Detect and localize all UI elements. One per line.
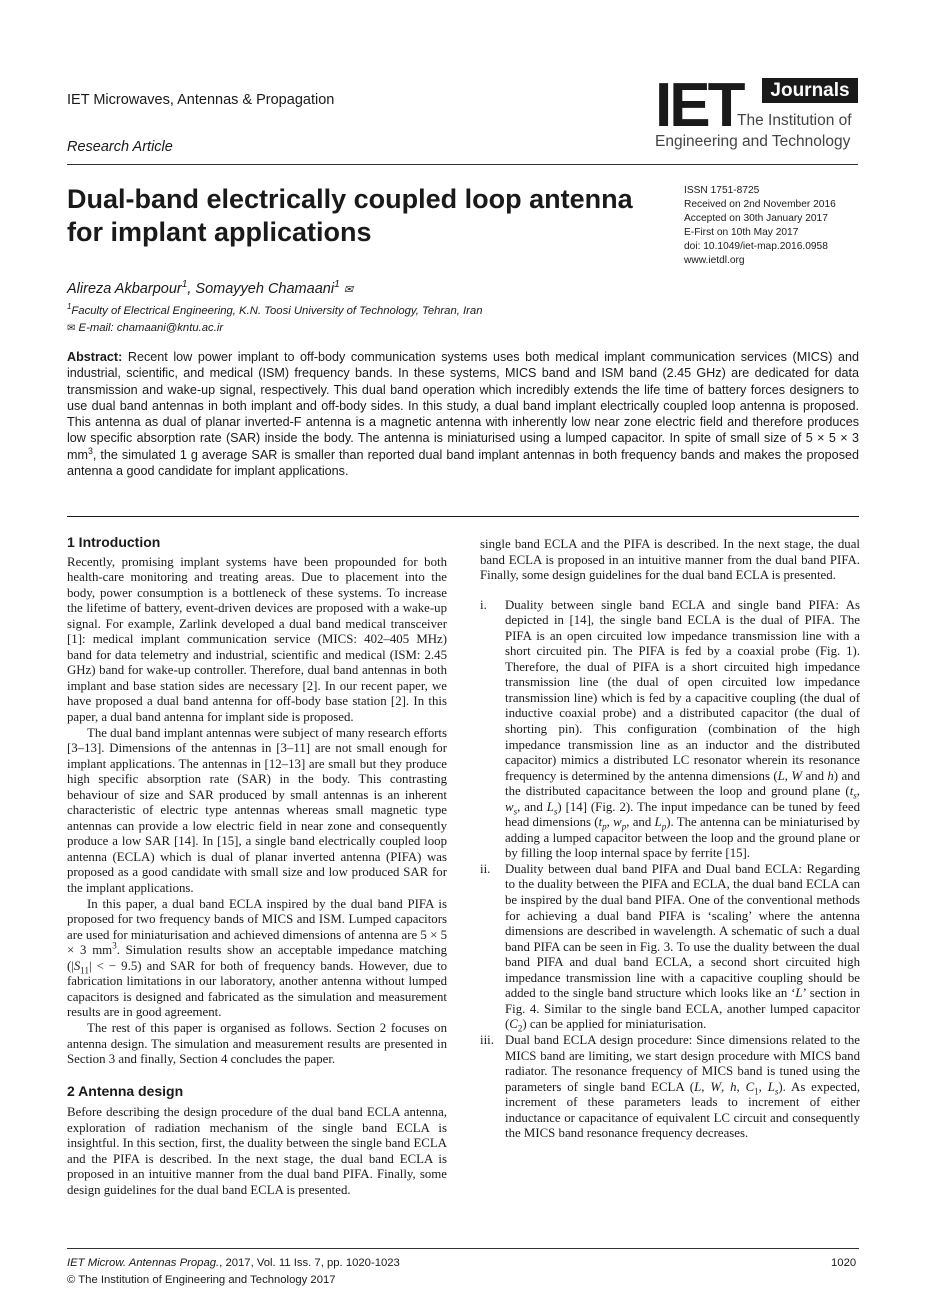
design-steps-list (480, 598, 860, 1142)
abstract-sup: 3 (87, 445, 93, 456)
intro-paragraph-3 (67, 897, 447, 1021)
var-Ls: L (767, 1079, 775, 1094)
author-2-affil-mark: 1 (334, 279, 340, 291)
var-C-sub: 2 (517, 1023, 523, 1034)
var-tp: t (598, 815, 603, 830)
var-tp-sub: p (602, 821, 607, 832)
var-C-sub: 1 (754, 1086, 759, 1097)
sep: , (721, 1079, 731, 1094)
var-Ls-sub: s (553, 806, 558, 817)
intro-p3-text-1: In this paper, a dual band ECLA inspired by the dual band PIFA is proposed for two frequency bands of MICS and ISM. Lumped capacitors are used for miniaturisation and achieved dimensions of antenna are 5 × 5 × 3 mm (67, 896, 447, 958)
intro-p3-text-2: . Simulation results show an acceptable impedance matching (| (67, 943, 447, 973)
corresponding-email (67, 322, 223, 334)
section-heading-antenna-design: 2 Antenna design (67, 1082, 184, 1099)
design-paragraph-1: Before describing the design procedure of the dual band ECLA antenna, exploration of radiation mechanism of the single band ECLA is insightful. In this section, first, the duality between the single band ECLA and the PIFA is described. In the next stage, the dual band ECLA is proposed in an intuitive manner from the dual band PIFA. Finally, some design guidelines for the dual band ECLA is presented. (67, 1105, 447, 1197)
abstract-divider (67, 516, 859, 517)
var-L: L (795, 986, 803, 1001)
intro-p3-s-sub: 11 (80, 965, 89, 976)
var-L: L (694, 1079, 702, 1094)
sep: , and (517, 799, 547, 814)
header-divider (67, 164, 858, 165)
var-Lp-sub: p (661, 821, 667, 832)
list-item (480, 598, 860, 862)
email-link[interactable]: E-mail: chamaani@kntu.ac.ir (78, 322, 224, 334)
list-item-number: ii. (480, 861, 491, 876)
author-1: Alireza Akbarpour (67, 281, 182, 297)
list-item-1-text-c: ) [14] (Fig. 2). The input impedance can be tuned by feed head dimensions ( (505, 799, 860, 830)
section-heading-introduction: 1 Introduction (67, 534, 161, 550)
sep: , and (626, 815, 655, 830)
logo-institution-line2: Engineering and Technology (655, 133, 851, 150)
logo-journals-badge: Journals (762, 78, 858, 103)
abstract (67, 349, 859, 479)
var-Ls: L (546, 799, 554, 814)
list-item-3-text-b: ). As expected, increment of these parameters leads to increment of either inductance or capacitance of equivalent LC circuit and consequently the MICS band resonance frequency decreases. (505, 1079, 861, 1141)
var-h: h (827, 768, 834, 783)
var-Lp: L (654, 815, 662, 830)
affiliation-mark: 1 (67, 302, 72, 312)
corresponding-mail-icon: ✉ (343, 284, 353, 296)
footer-citation-details: , 2017, Vol. 11 Iss. 7, pp. 1020-1023 (219, 1257, 400, 1269)
logo-iet-text: IET (655, 71, 743, 140)
footer-copyright: © The Institution of Engineering and Technology 2017 (67, 1274, 336, 1286)
intro-paragraph-2: The dual band implant antennas were subject of many research efforts [3–13]. Dimensions of the antennas in [3–11] are not small enough for implant applications. The antennas in [12–13] are small but they produce high specific absorption rate (SAR) in the body. This contrasting behaviour of size and SAR produced by small antennas is an inherent characteristic of electric type antennas whereas small magnetic type antennas can provide a low electric field in near zone and consequently produce a low SAR [14]. In [15], a single band electrically coupled loop antenna (ECLA) which is dual of planar inverted antenna (PIFA) was proposed as a good candidate with small size and low produced SAR for the implant applications. (67, 725, 447, 896)
logo-institution-line1: The Institution of (737, 112, 852, 129)
list-item-2-text-b: ’ section in Fig. 4. Similar to the single band ECLA, another lumped capacitor ( (505, 986, 860, 1032)
page-number: 1020 (831, 1257, 857, 1269)
publication-meta (684, 184, 864, 268)
list-item (480, 1033, 860, 1142)
design-paragraph-1-continued: single band ECLA and the PIFA is described. In the next stage, the dual band ECLA is proposed in an intuitive manner from the dual band PIFA. Finally, some design guidelines for the dual band ECLA is presented. (480, 537, 860, 583)
var-C: C (745, 1079, 755, 1094)
list-item-1-text-a: Duality between single band ECLA and single band PIFA: As depicted in [14], the single band ECLA is the dual of PIFA. The PIFA is an open circuited low impedance transmission line with a short circuited pin. The PIFA is fed by a coaxial probe (Fig. 1). Therefore, the dual of PIFA is a short circuited high impedance transmission line (the dual of open circuited low impedance transmission line) which is fed by a capacitive coupling (the dual of inductive coaxial probe) and a distributed capacitor (the dual of shorting pin). This configuration (combination of the high impedance transmission line as an inductor and the distributed capacitor) mimics a distributed LC resonator wherein its resonance frequency is determined by the antenna dimensions ( (505, 597, 860, 783)
var-t-sub: s (853, 790, 857, 801)
sep: and (802, 768, 828, 783)
sep: , (701, 1079, 711, 1094)
mail-icon: ✉ (67, 323, 76, 334)
var-wp-sub: p (621, 821, 627, 832)
author-1-affil-mark: 1 (181, 279, 188, 291)
intro-paragraph-4: The rest of this paper is organised as follows. Section 2 focuses on antenna design. The simulation and measurement results are presented in Section 3 and finally, Section 4 concludes the paper. (67, 1020, 447, 1067)
intro-p3-s: S (73, 958, 81, 973)
var-C: C (509, 1017, 518, 1032)
var-W: W (791, 768, 803, 783)
paper-title: Dual-band electrically coupled loop antenna for implant applications (67, 184, 633, 247)
article-type: Research Article (67, 139, 173, 155)
author-list (67, 281, 353, 297)
received-date: Received on 2nd November 2016 (684, 199, 836, 210)
footer-journal-abbrev: IET Microw. Antennas Propag. (67, 1257, 220, 1269)
efirst-date: E-First on 10th May 2017 (684, 227, 799, 238)
var-wp: w (613, 815, 622, 830)
affiliation (67, 302, 483, 317)
var-Ls-sub: s (774, 1086, 779, 1097)
abstract-text-1: Recent low power implant to off-body communication systems uses both medical implant communication services (MICS) and industrial, scientific, and medical (ISM) frequency bands. In these systems, MICS band and ISM band (2.45 GHz) are dedicated for data transmission and wake-up signal, respectively. This dual band operation which incredibly extends the life time of battery forces designers to use dual band antennas in both implant and off-body sides. In this study, a dual band implant electrically coupled loop antenna is proposed. This antenna as dual of planar inverted-F antenna is a magnetic antenna with inherently low near zone electric field and therefore produces low specific absorption rate (SAR) inside the body. The antenna is miniaturised using a lumped capacitor. In spite of small size of 5 × 5 × 3 mm (67, 350, 859, 462)
sep: , (606, 815, 614, 830)
var-h: h (730, 1079, 737, 1094)
list-item (480, 862, 860, 1033)
sep: , (856, 784, 860, 799)
website-link[interactable]: www.ietdl.org (684, 255, 745, 266)
iet-journals-logo (655, 71, 860, 155)
abstract-label: Abstract: (67, 350, 123, 364)
intro-p3-text-3: | < − 9.5) and SAR for both of frequency bands. However, due to fabrication limitations in our laboratory, another antenna without lumped capacitors is designed and fabricated as the simulation and measurement results are in good agreement. (67, 958, 447, 1020)
list-item-number: iii. (480, 1032, 494, 1047)
var-t: t (849, 784, 854, 799)
var-L: L (777, 768, 785, 783)
sep: , (758, 1079, 768, 1094)
journal-name: IET Microwaves, Antennas & Propagation (67, 92, 335, 108)
list-item-2-text-a: Duality between dual band PIFA and Dual band ECLA: Regarding to the duality between the PIFA and ECLA, the dual band ECLA can be inspired by the dual band PIFA. One of the conventional methods for achieving a dual band PIFA is ‘scaling’ where the antenna dimensions are described in wavelength. A schematic of such a dual band PIFA can be seen in Fig. 3. To use the duality between the dual band PIFA and dual band ECLA, a second short circuited high impedance transmission line with a capacitive coupling should be added to the single band structure which looks like an ‘ (505, 861, 860, 1001)
list-item-number: i. (480, 597, 487, 612)
accepted-date: Accepted on 30th January 2017 (684, 213, 828, 224)
list-item-1-text-b: ) and the distributed capacitance between the loop and ground plane ( (505, 768, 860, 799)
left-column (67, 534, 447, 1197)
footer-divider (67, 1248, 859, 1249)
list-item-2-text-c: ) can be applied for miniaturisation. (522, 1017, 707, 1032)
var-W: W (710, 1079, 722, 1094)
var-w: w (505, 799, 514, 814)
author-2: Somayyeh Chamaani (195, 281, 335, 297)
list-item-3-text-a: Dual band ECLA design procedure: Since dimensions related to the MICS band are limiting, we start design procedure with MICS band radiator. The resonance frequency of MICS band is tuned using the parameters of single band ECLA ( (505, 1032, 860, 1094)
issn: ISSN 1751-8725 (684, 185, 760, 196)
sep: , (784, 768, 792, 783)
doi-link[interactable]: doi: 10.1049/iet-map.2016.0958 (684, 241, 828, 252)
var-w-sub: s (513, 806, 518, 817)
list-item-1-text-d: ). The antenna can be miniaturised by adding a lumped capacitor between the loop and the ground plane or by filling the loop internal space by ferrite [15]. (505, 815, 860, 861)
intro-p3-sup: 3 (112, 940, 117, 951)
author-separator: , (187, 281, 196, 297)
footer-citation (67, 1257, 400, 1269)
sep: , (736, 1079, 746, 1094)
right-column (480, 537, 860, 1142)
affiliation-text: Faculty of Electrical Engineering, K.N. Toosi University of Technology, Tehran, Iran (71, 305, 483, 317)
abstract-text-2: , the simulated 1 g average SAR is smaller than reported dual band implant antennas in both frequency bands and makes the proposed antenna a good candidate for implant applications. (67, 447, 859, 479)
intro-paragraph-1: Recently, promising implant systems have been propounded for both health-care monitoring and treating areas. Due to placement into the body, power consumption is a bottleneck of these systems. To increase the lifetime of battery, event-driven devices are proposed with a wake-up signal. For example, Zarlink developed a dual band medical transceiver [1]: medical implant communication service (MICS: 402–405 MHz) band for data telemetry and industrial, scientific and medical (ISM: 2.45 GHz) band for wake-up controller. Therefore, dual band antennas in both implant and base station sides are necessary [2]. In our recent paper, we have proposed a dual band antenna for off-body base station [2]. In this paper, a dual band antenna for implant side is proposed. (67, 554, 447, 725)
